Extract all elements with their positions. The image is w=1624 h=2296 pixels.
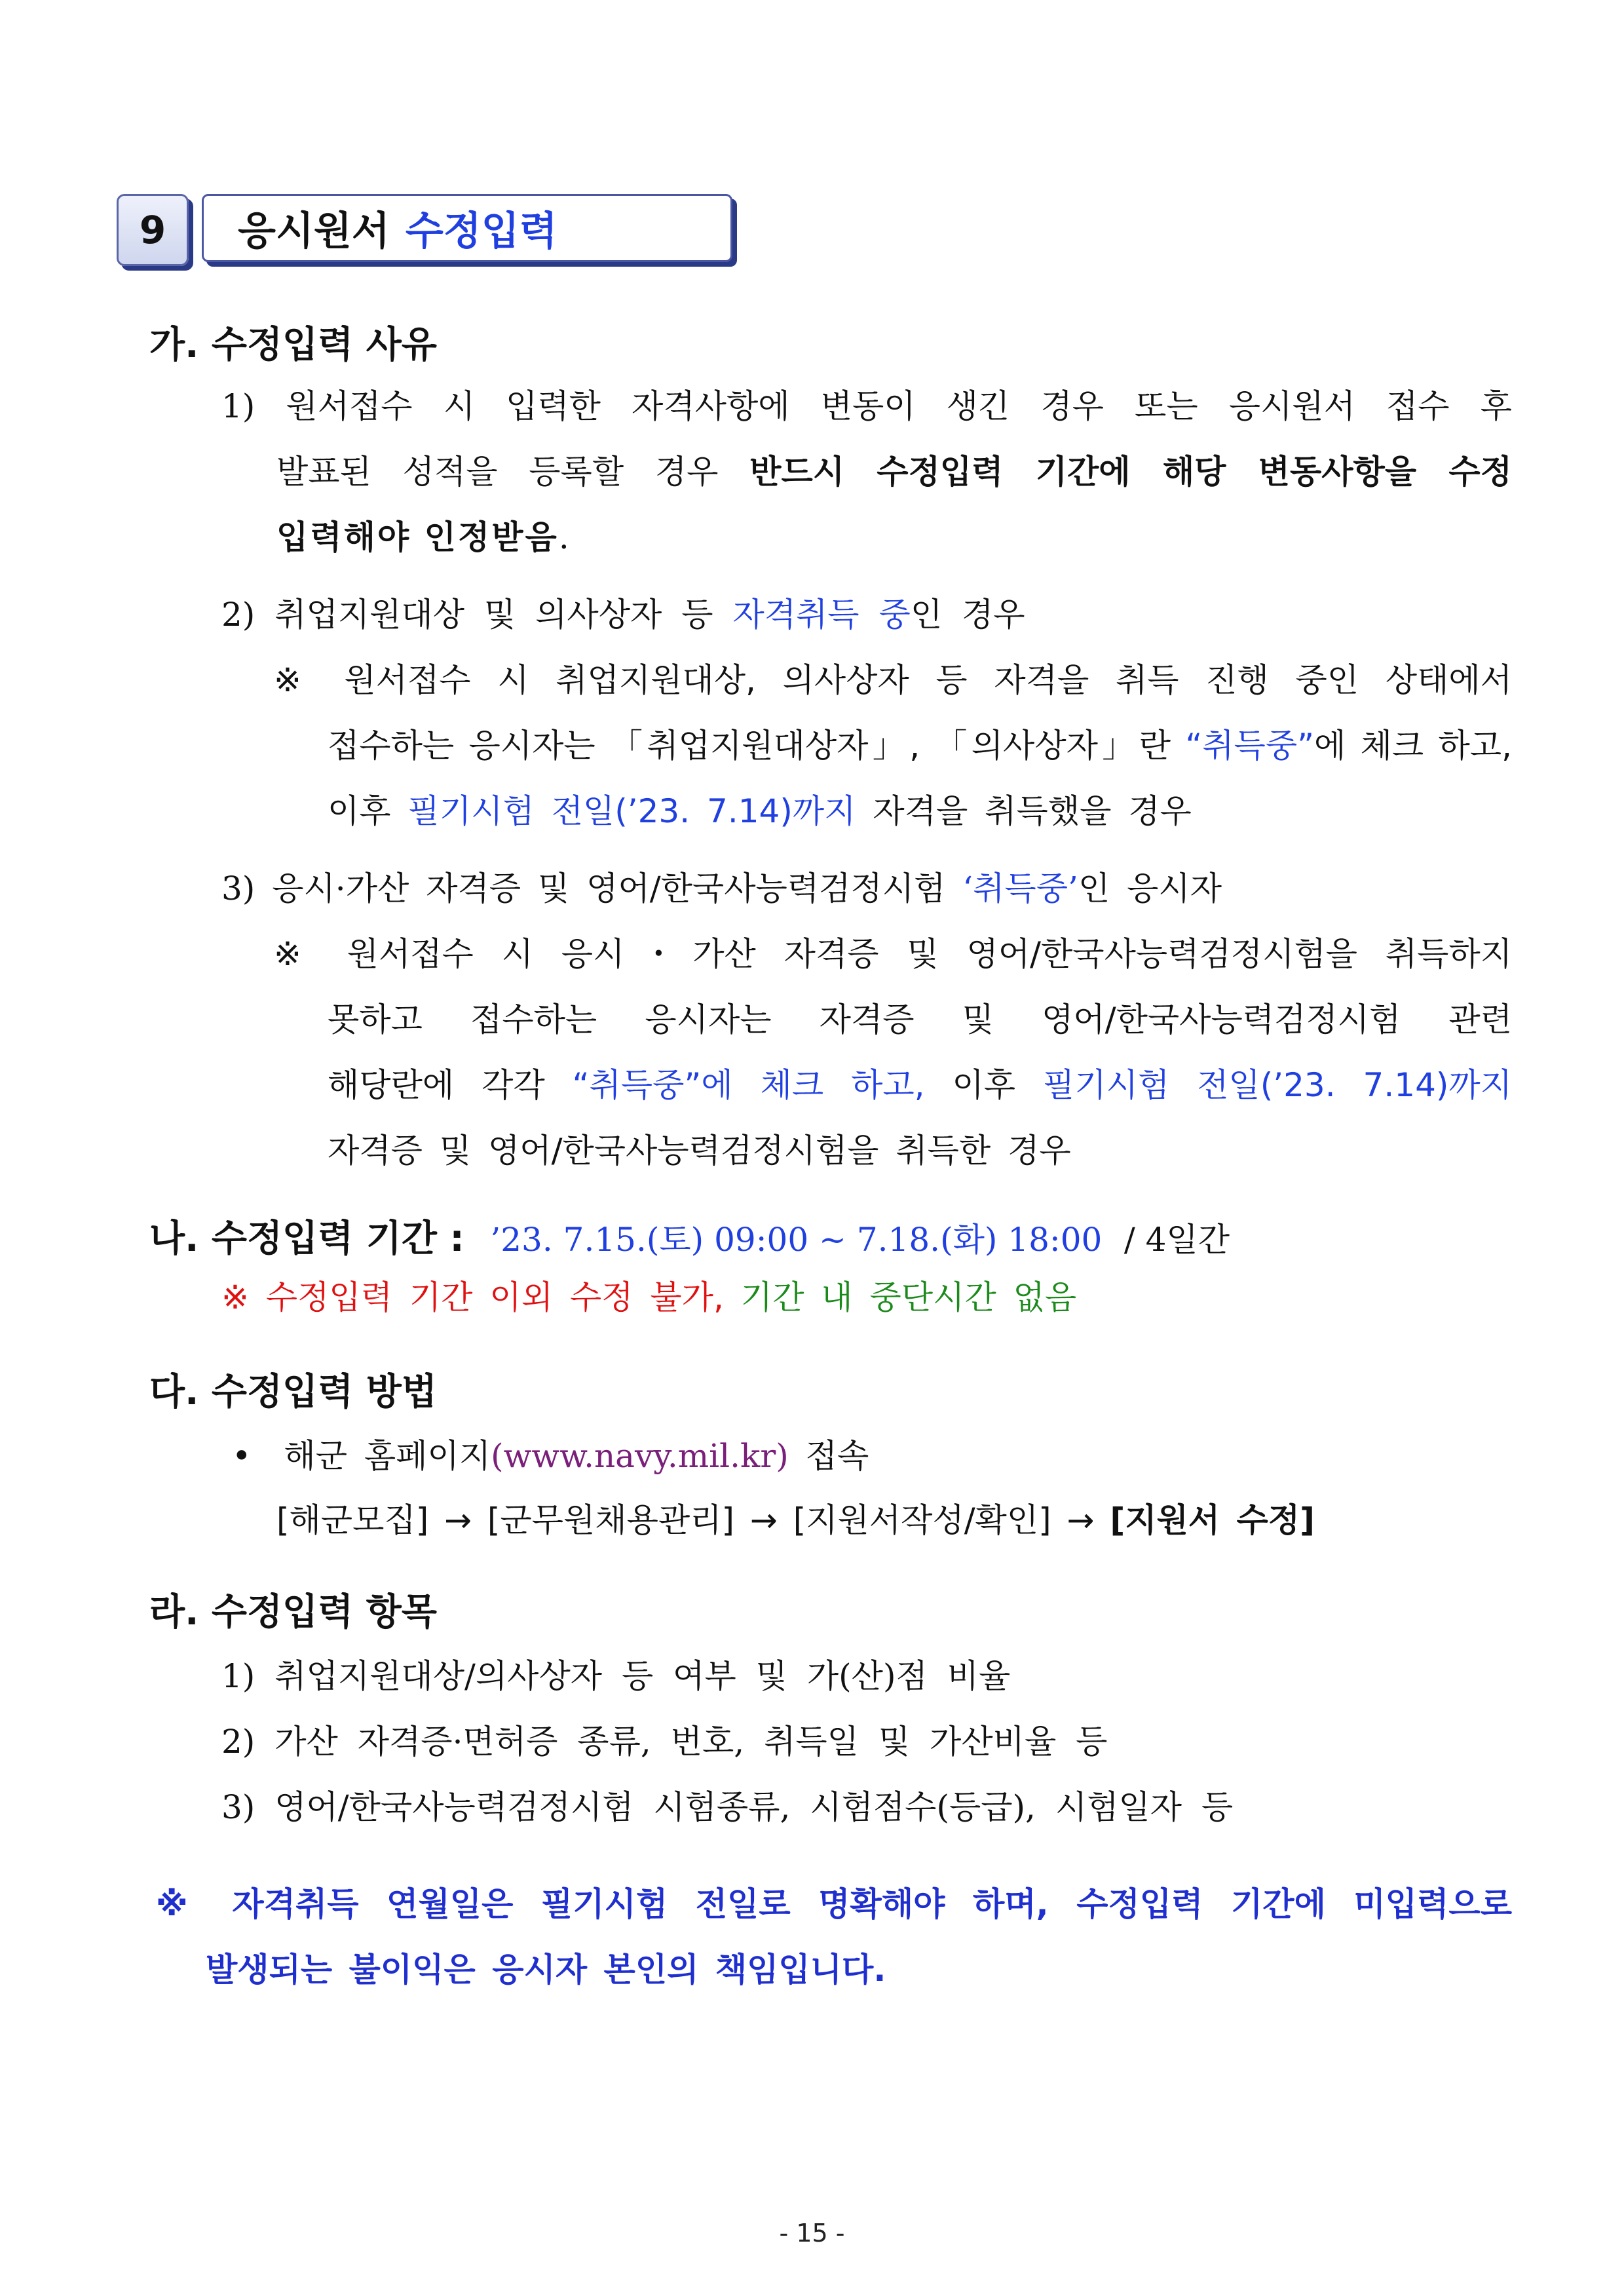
ga-item2-line1-blue: 자격취득 중 <box>732 596 911 634</box>
ga-item2-line1-end: 인 경우 <box>910 596 1025 634</box>
ga-item3-note-line4: 자격증 및 영어/한국사능력검정시험을 취득한 경우 <box>328 1132 1071 1170</box>
page-number: - 15 - <box>779 2219 845 2248</box>
na-days: / 4일간 <box>1124 1221 1230 1259</box>
ga-item1-line1: 1) 원서접수 시 입력한 자격사항에 변동이 생긴 경우 또는 응시원서 접수 후 <box>221 387 1512 425</box>
section-number: 9 <box>117 194 189 266</box>
section-title <box>202 194 732 262</box>
ga-item2-note-line2-blue: “취득중” <box>1185 727 1315 765</box>
ga-item3-line1-end: 인 응시자 <box>1078 870 1222 908</box>
na-note-red: ※ 수정입력 기간 이외 수정 불가, <box>221 1278 724 1316</box>
heading-da: 다. 수정입력 방법 <box>149 1371 437 1413</box>
ga-item1-line3 <box>276 518 571 557</box>
da-line1-plain: 해군 홈페이지 <box>284 1437 491 1475</box>
ga-item2-line1-plain: 2) 취업지원대상 및 의사상자 등 <box>221 596 713 634</box>
ga-item2-note-line3-end: 자격을 취득했을 경우 <box>873 792 1192 830</box>
ga-item3-note-line3-plain: 해당란에 각각 <box>328 1066 545 1104</box>
ga-item2-note-line3-plain: 이후 <box>328 792 391 830</box>
ga-item2-note-line3-blue: 필기시험 전일(’23. 7.14)까지 <box>407 792 856 830</box>
ga-item1-line3-end: . <box>558 518 571 556</box>
da-line2 <box>276 1501 1315 1540</box>
ga-item2-note-line2-end: 에 체크 하고, <box>1314 727 1512 765</box>
heading-ga: 가. 수정입력 사유 <box>149 324 437 366</box>
ga-item3-line1-plain: 3) 응시·가산 자격증 및 영어/한국사능력검정시험 <box>221 870 946 908</box>
ga-item1-line2-bold: 반드시 수정입력 기간에 해당 변동사항을 수정 <box>749 452 1512 491</box>
ga-item3-line1-blue: ‘취득중’ <box>962 870 1078 908</box>
ga-item1-line2-plain: 발표된 성적을 등록할 경우 <box>276 453 719 491</box>
da-bullet: • <box>232 1437 252 1475</box>
na-note-green: 기간 내 중단시간 없음 <box>740 1278 1077 1316</box>
ga-item3-note-line3-blue1: “취득중”에 체크 하고, <box>572 1066 925 1104</box>
ra-item: 3) 영어/한국사능력검정시험 시험종류, 시험점수(등급), 시험일자 등 <box>221 1788 1234 1826</box>
final-note-line1: ※ 자격취득 연월일은 필기시험 전일로 명확해야 하며, 수정입력 기간에 미입력으로 <box>156 1885 1512 1923</box>
ga-item1-line3-bold: 입력해야 인정받음 <box>276 518 559 556</box>
final-note-line2: 발생되는 불이익은 응시자 본인의 책임입니다. <box>206 1951 886 1989</box>
ga-item2-note-line2 <box>328 726 1512 765</box>
ga-item2-line1 <box>221 595 1025 634</box>
ga-item3-note-line1: ※ 원서접수 시 응시・가산 자격증 및 영어/한국사능력검정시험을 취득하지 <box>274 935 1512 973</box>
section-title-accent: 수정입력 <box>405 208 557 254</box>
ga-item1-line2 <box>276 452 1512 491</box>
ra-item: 2) 가산 자격증·면허증 종류, 번호, 취득일 및 가산비율 등 <box>221 1723 1108 1761</box>
na-note <box>221 1278 1076 1317</box>
ga-item3-note-line3 <box>328 1065 1512 1105</box>
da-line1-end: 접속 <box>805 1437 869 1475</box>
ga-item2-note-line1: ※ 원서접수 시 취업지원대상, 의사상자 등 자격을 취득 진행 중인 상태에서 <box>274 661 1512 699</box>
heading-na-label: 나. 수정입력 기간 : <box>149 1217 464 1260</box>
na-period: ’23. 7.15.(토) 09:00 ~ 7.18.(화) 18:00 <box>490 1221 1103 1259</box>
ga-item3-note-line2: 못하고 접수하는 응시자는 자격증 및 영어/한국사능력검정시험 관련 <box>328 1001 1512 1039</box>
da-line2-plain: [해군모집] → [군무원채용관리] → [지원서작성/확인] → <box>276 1501 1095 1539</box>
heading-ra: 라. 수정입력 항목 <box>149 1591 437 1634</box>
ra-item: 1) 취업지원대상/의사상자 등 여부 및 가(산)점 비율 <box>221 1657 1011 1695</box>
ga-item3-note-line3-blue2: 필기시험 전일(’23. 7.14)까지 <box>1043 1066 1512 1104</box>
ga-item2-note-line3 <box>328 792 1192 831</box>
ga-item3-line1 <box>221 869 1222 908</box>
ga-item3-note-line3-mid: 이후 <box>952 1066 1016 1104</box>
da-line2-bold: [지원서 수정] <box>1110 1501 1315 1539</box>
da-url[interactable]: (www.navy.mil.kr) <box>491 1437 789 1475</box>
heading-na <box>149 1210 1230 1262</box>
section-title-plain: 응시원서 <box>238 208 390 254</box>
ga-item2-note-line2-plain: 접수하는 응시자는 「취업지원대상자」, 「의사상자」란 <box>328 727 1171 765</box>
da-line1 <box>232 1436 869 1476</box>
